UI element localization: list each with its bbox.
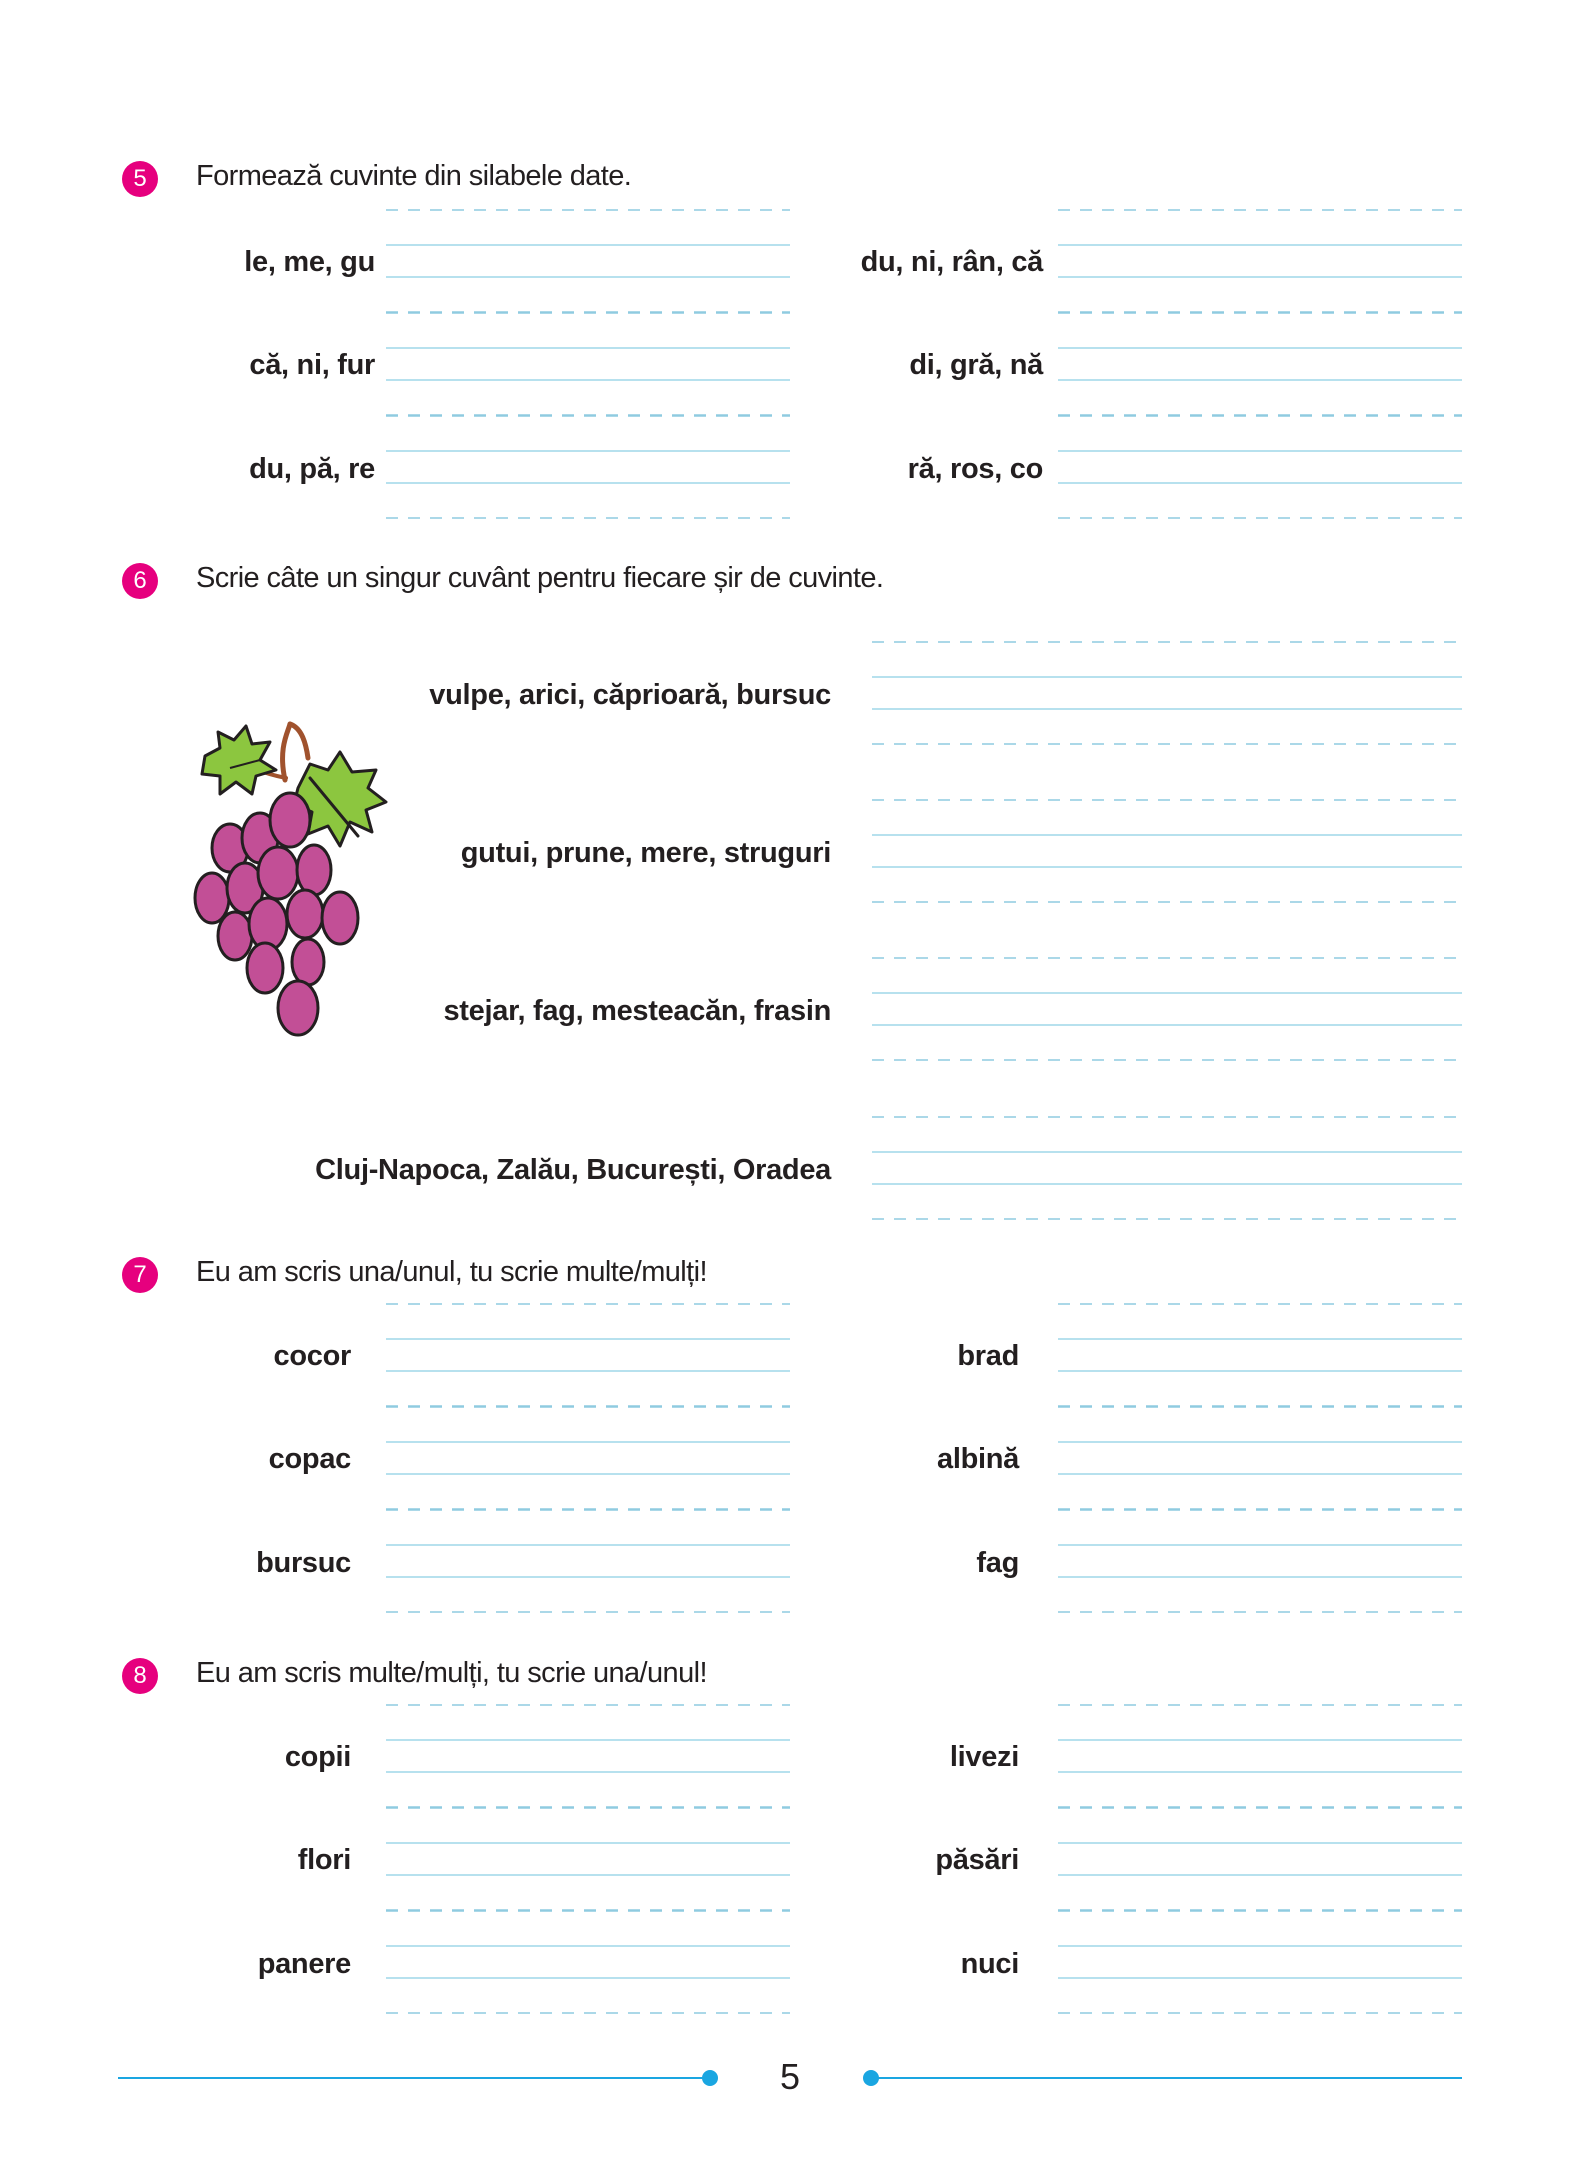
ex8-word-4: livezi: [949, 1741, 1019, 1773]
exercise-6-number-badge: 6: [122, 563, 158, 599]
grapes-illustration: [190, 718, 425, 1038]
ex7-word-4: brad: [957, 1340, 1019, 1372]
exercise-6-instruction: Scrie câte un singur cuvânt pentru fiecare șir de cuvinte.: [196, 562, 884, 594]
ex7-word-5: albină: [937, 1443, 1019, 1475]
ex5-syllables-5: di, gră, nă: [909, 349, 1043, 381]
exercise-8-instruction: Eu am scris multe/mulți, tu scrie una/unul!: [196, 1657, 707, 1689]
ex7-word-3: bursuc: [256, 1547, 351, 1579]
ex8-word-1: copii: [284, 1741, 351, 1773]
ex7-word-2: copac: [268, 1443, 351, 1475]
ex6-word-series-3: stejar, fag, mesteacăn, frasin: [443, 995, 831, 1027]
ex7-word-6: fag: [976, 1547, 1019, 1579]
ex5-syllables-2: că, ni, fur: [249, 349, 375, 381]
ex5-syllables-1: le, me, gu: [244, 246, 375, 278]
exercise-5-number-badge: 5: [122, 161, 158, 197]
ex8-word-6: nuci: [960, 1948, 1019, 1980]
ex8-word-3: panere: [257, 1948, 351, 1980]
exercise-7-number-badge: 7: [122, 1257, 158, 1293]
footer-left-dot: [702, 2070, 718, 2086]
ex5-syllables-4: du, ni, rân, că: [860, 246, 1043, 278]
ex5-syllables-3: du, pă, re: [249, 453, 375, 485]
ex5-syllables-6: ră, ros, co: [907, 453, 1043, 485]
exercise-8-number-badge: 8: [122, 1658, 158, 1694]
ex8-word-2: flori: [297, 1844, 351, 1876]
exercise-5-instruction: Formează cuvinte din silabele date.: [196, 160, 632, 192]
ex6-word-series-2: gutui, prune, mere, struguri: [460, 837, 831, 869]
footer-right-dot: [863, 2070, 879, 2086]
ex7-word-1: cocor: [273, 1340, 351, 1372]
ex8-word-5: păsări: [935, 1844, 1019, 1876]
exercise-7-instruction: Eu am scris una/unul, tu scrie multe/mulți!: [196, 1256, 707, 1288]
page-number: 5: [780, 2056, 801, 2097]
ex6-word-series-1: vulpe, arici, căprioară, bursuc: [429, 679, 831, 711]
ex6-word-series-4: Cluj-Napoca, Zalău, București, Oradea: [315, 1154, 831, 1186]
